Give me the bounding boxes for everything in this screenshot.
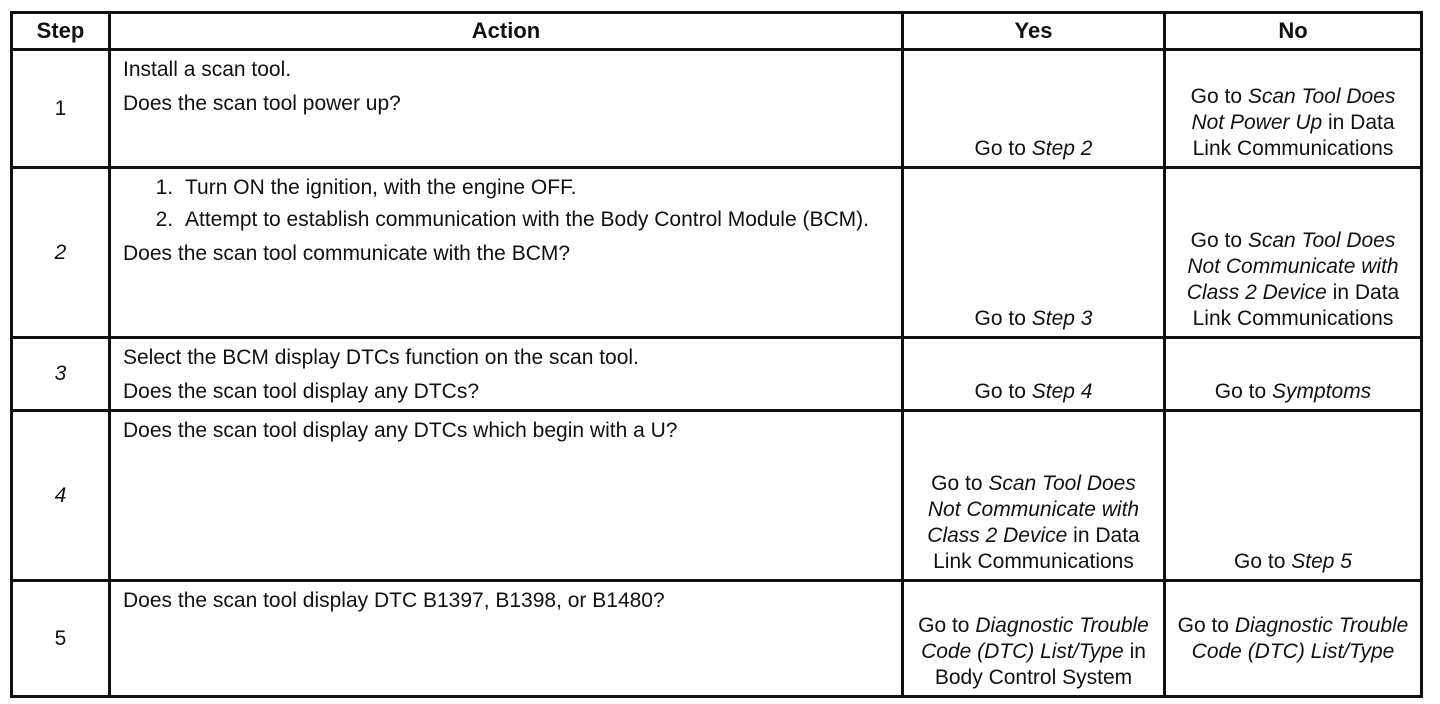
diagnostic-table [10,11,1423,698]
no-prefix: Go to [1190,85,1248,108]
yes-suffix: in Body Control System [934,640,1146,689]
no-link: Scan Tool Does Not Communicate with Class 2 Device [1186,229,1399,304]
action-cell [110,50,903,168]
yes-link: Step 4 [1031,380,1093,403]
no-link: Diagnostic Trouble Code (DTC) List/Type [1191,613,1409,663]
header-action: Action [110,13,903,50]
no-prefix: Go to [1190,229,1248,252]
no-suffix: in Data Link Communications [1192,281,1400,330]
action-question: Does the scan tool display any DTCs? [123,380,480,403]
yes-prefix: Go to [974,380,1032,403]
no-link: Scan Tool Does Not Power Up [1191,85,1396,134]
table-row [12,581,1422,697]
action-question: Does the scan tool display any DTCs which begin with a U? [123,419,678,442]
table-row [12,338,1422,411]
list-item: 1. Turn ON the ignition, with the engine OFF. [179,175,889,201]
header-yes: Yes [903,13,1165,50]
action-steps-list [123,175,889,233]
action-cell [110,411,903,581]
yes-cell [903,168,1165,338]
action-cell [110,168,903,338]
no-prefix: Go to [1177,613,1235,637]
no-cell [1165,411,1422,581]
no-link: Step 5 [1291,550,1352,573]
yes-cell [903,411,1165,581]
action-text: Install a scan tool. [123,58,292,81]
step-number: 4 [12,411,110,581]
yes-prefix: Go to [974,137,1032,160]
yes-cell [903,581,1165,697]
yes-link: Diagnostic Trouble Code (DTC) List/Type [921,614,1149,663]
action-question: Does the scan tool communicate with the BCM? [123,242,571,265]
no-suffix: in Data Link Communications [1192,111,1395,160]
no-cell [1165,581,1422,697]
yes-cell [903,50,1165,168]
no-prefix: Go to [1234,550,1292,573]
yes-prefix: Go to [918,614,976,637]
yes-link: Step 2 [1031,137,1093,160]
table-row [12,411,1422,581]
action-question: Does the scan tool power up? [123,92,401,115]
no-cell [1165,50,1422,168]
step-number: 5 [12,581,110,697]
header-step: Step [12,13,110,50]
action-question: Does the scan tool display DTC B1397, B1398, or B1480? [123,589,665,612]
no-prefix: Go to [1214,380,1272,403]
table-row [12,50,1422,168]
yes-suffix: in Data Link Communications [933,524,1140,573]
yes-link: Step 3 [1031,307,1093,330]
yes-link: Scan Tool Does Not Communicate with Class 2 Device [927,472,1140,547]
no-cell [1165,168,1422,338]
header-no: No [1165,13,1422,50]
step-number: 1 [12,50,110,168]
list-item: 2. Attempt to establish communication with the Body Control Module (BCM). [179,207,889,233]
yes-prefix: Go to [974,307,1032,330]
step-number: 2 [12,168,110,338]
action-cell [110,338,903,411]
no-link: Symptoms [1272,380,1372,403]
step-number: 3 [12,338,110,411]
header-row [12,13,1422,50]
action-text: Select the BCM display DTCs function on the scan tool. [123,346,639,369]
yes-prefix: Go to [931,472,989,495]
action-cell [110,581,903,697]
table-row [12,168,1422,338]
yes-cell [903,338,1165,411]
no-cell [1165,338,1422,411]
